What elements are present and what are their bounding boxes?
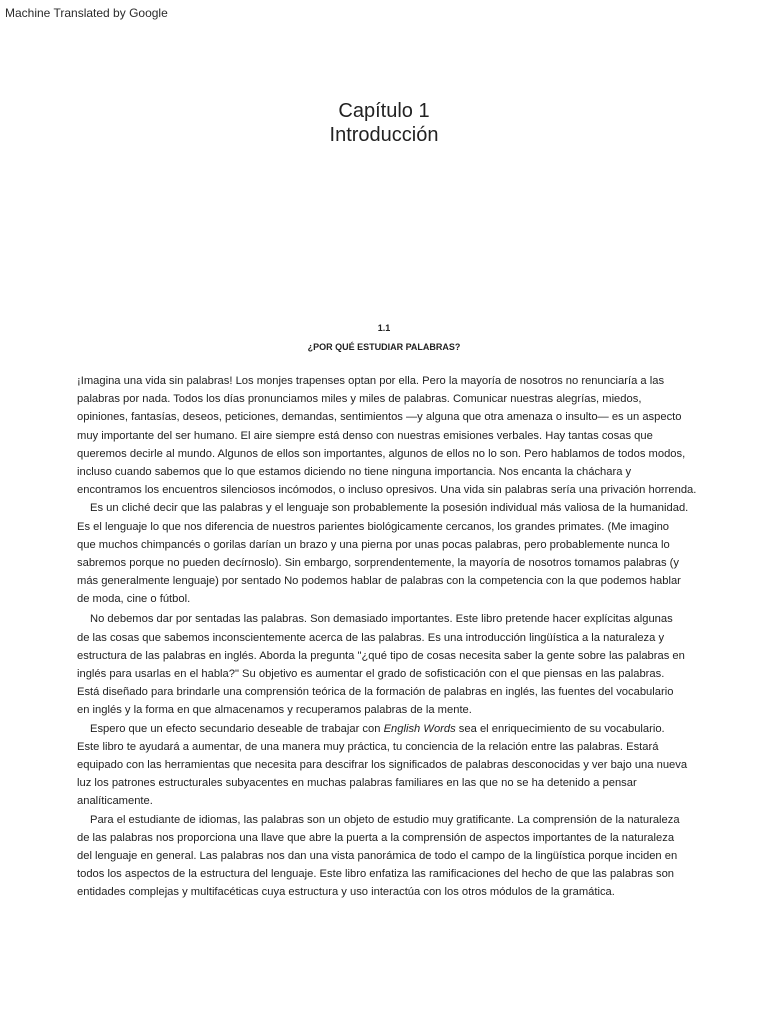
text-line: Es un cliché decir que las palabras y el lenguaje son probablemente la posesión individual más valiosa de la humanidad. [90, 502, 689, 515]
text-line: sabremos porque no pueden decírnoslo). Sin embargo, sorprendentemente, la mayoría de nosotros tomamos palabras (y [77, 556, 679, 569]
text-line: No debemos dar por sentadas las palabras. Son demasiado importantes. Este libro pretende hacer explícitas algunas [90, 613, 673, 626]
book-title: English Words [383, 722, 456, 735]
text-line: de moda, cine o fútbol. [77, 593, 191, 606]
text-line: equipado con las herramientas que necesita para descifrar los significados de palabras desconocidas y ver bajo una nueva [77, 758, 688, 771]
text-line: todos los aspectos de la estructura del lenguaje. Este libro enfatiza las ramificaciones del hecho de que las palabras son [77, 868, 675, 881]
chapter-title: Introducción [329, 124, 439, 146]
paragraph-5 [77, 811, 701, 902]
text-line: Es el lenguaje lo que nos diferencia de nuestros parientes biológicamente cercanos, los grandes primates. (Me imagino [77, 520, 670, 533]
text-segment: sea el enriquecimiento de su vocabulario. [455, 722, 665, 735]
text-line: entidades complejas y multifacéticas cuya estructura y uso interactúa con los otros módulos de la gramática. [77, 886, 615, 899]
text-line: de las palabras nos proporciona una llave que abre la puerta a la comprensión de aspectos importantes de la naturaleza [77, 831, 675, 844]
text-line: inglés para usarlas en el habla?" Su objetivo es aumentar el grado de sofisticación con el que piensas en las palabras. [77, 668, 665, 680]
text-line: analíticamente. [77, 795, 153, 808]
text-line: luz los patrones estructurales subyacentes en muchas palabras familiares en las que no se ha detenido a pensar [77, 777, 637, 790]
text-line: más generalmente lenguaje) por sentado No podemos hablar de palabras con la competencia con la que podemos hablar [77, 575, 681, 588]
text-line: queremos decirle al mundo. Algunos de ellos son importantes, algunos de ellos no lo son. Pero hablamos de todos modos, [77, 447, 686, 460]
text-line [77, 720, 701, 738]
chapter-heading [0, 99, 768, 147]
text-line: incluso cuando sabemos que lo que estamos diciendo no tiene ninguna importancia. Nos encanta la cháchara y [77, 465, 632, 478]
paragraph-4 [77, 720, 701, 811]
text-line: del lenguaje en general. Las palabras nos dan una vista panorámica de todo el campo de la lingüística porque inciden en [77, 849, 678, 862]
text-line: opiniones, fantasías, deseos, peticiones, demandas, sentimientos —y alguna que otra amenaza o insulto— es un aspecto [77, 411, 682, 424]
text-line: estructura de las palabras en inglés. Aborda la pregunta "¿qué tipo de cosas necesita saber la gente sobre las palabras en [77, 649, 685, 662]
paragraph-2 [77, 499, 701, 608]
text-line: que muchos chimpancés o gorilas darían un brazo y una pierna por unas pocas palabras, pero probablemente nunca lo [77, 538, 670, 551]
text-line: Está diseñado para brindarle una comprensión teórica de la formación de palabras en inglés, las fuentes del vocabulario [77, 686, 674, 699]
text-line: Este libro te ayudará a aumentar, de una manera muy práctica, tu conciencia de la relación entre las palabras. Estará [77, 740, 659, 753]
section-number: 1.1 [377, 323, 391, 333]
text-line: ¡Imagina una vida sin palabras! Los monjes trapenses optan por ella. Pero la mayoría de nosotros no renunciaría a las [77, 375, 665, 387]
text-line: Para el estudiante de idiomas, las palabras son un objeto de estudio muy gratificante. La comprensión de la naturaleza [90, 813, 680, 826]
text-line: en inglés y la forma en que almacenamos y recuperamos palabras de la mente. [77, 704, 472, 717]
section-heading: ¿POR QUÉ ESTUDIAR PALABRAS? [307, 342, 461, 352]
body-text [77, 372, 701, 901]
text-line: de las cosas que sabemos inconscientemente acerca de las palabras. Es una introducción lingüística a la naturaleza y [77, 631, 665, 644]
paragraph-1 [77, 372, 701, 499]
paragraph-3 [77, 610, 701, 719]
text-line: palabras por nada. Todos los días pronunciamos miles y miles de palabras. Comunicar nuestras alegrías, miedos, [77, 393, 642, 406]
text-line: encontramos los encuentros silenciosos incómodos, o incluso opresivos. Una vida sin palabras sería una privación horrenda. [77, 484, 697, 497]
chapter-label: Capítulo 1 [338, 100, 430, 122]
text-segment: Espero que un efecto secundario deseable de trabajar con [90, 722, 384, 735]
machine-translated-label: Machine Translated by Google [5, 6, 168, 20]
text-line: muy importante del ser humano. El aire siempre está denso con nuestras emisiones verbales. Hay tantas cosas que [77, 429, 653, 442]
